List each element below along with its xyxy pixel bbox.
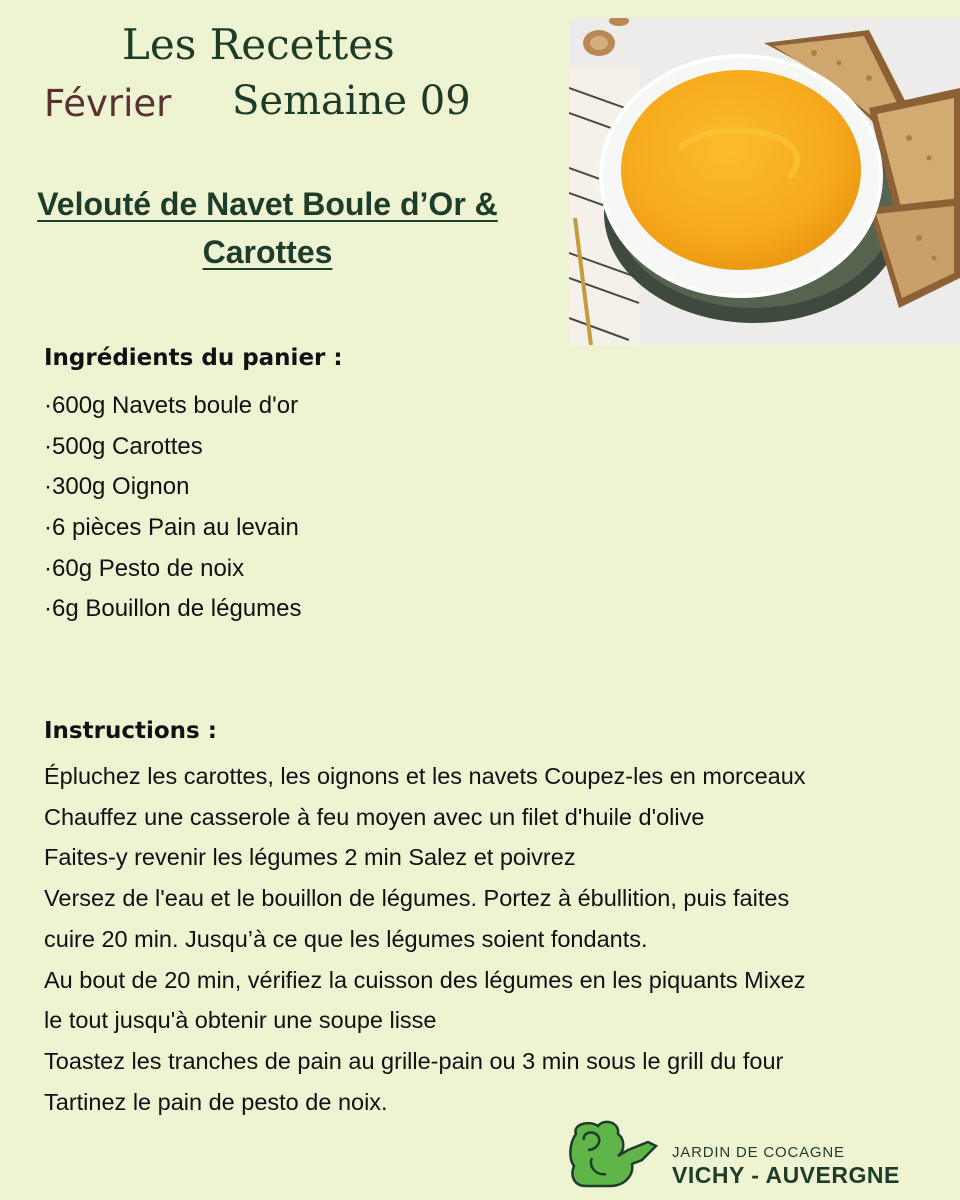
instruction-line: Faites-y revenir les légumes 2 min Salez et poivrez	[44, 844, 576, 871]
instruction-line: Tartinez le pain de pesto de noix.	[44, 1088, 388, 1115]
week-label: Semaine 09	[232, 78, 471, 124]
logo-text-line1: JARDIN DE COCAGNE	[672, 1144, 845, 1161]
ingredient-list	[44, 386, 302, 630]
jardin-de-cocagne-logo	[568, 1120, 948, 1192]
instruction-line: Chauffez une casserole à feu moyen avec un filet d'huile d'olive	[44, 803, 705, 830]
watering-can-logo-icon	[568, 1120, 660, 1190]
recipe-title	[0, 180, 535, 276]
ingredient-item: ·500g Carottes	[44, 432, 203, 460]
instruction-line: le tout jusqu'à obtenir une soupe lisse	[44, 1007, 437, 1034]
instruction-list	[44, 756, 944, 1122]
ingredient-item: ·600g Navets boule d'or	[44, 392, 299, 419]
instructions-heading: Instructions :	[44, 718, 217, 744]
logo-text-line2: VICHY - AUVERGNE	[672, 1162, 900, 1188]
month-label: Février	[44, 82, 172, 125]
instruction-line: cuire 20 min. Jusqu’à ce que les légumes soient fondants.	[44, 925, 648, 952]
ingredient-item: ·6g Bouillon de légumes	[44, 595, 302, 623]
instruction-line: Toastez les tranches de pain au grille-pain ou 3 min sous le grill du four	[44, 1047, 784, 1074]
instruction-line: Au bout de 20 min, vérifiez la cuisson des légumes en les piquants Mixez	[44, 966, 806, 993]
page-title: Les Recettes	[122, 20, 395, 69]
soup	[621, 70, 861, 270]
recipe-title-line1: Velouté de Navet Boule d’Or &	[37, 186, 498, 222]
soup-photo	[569, 18, 960, 345]
recipe-title-line2: Carottes	[202, 234, 333, 270]
instruction-line: Versez de l'eau et le bouillon de légumes. Portez à ébullition, puis faites	[44, 885, 790, 912]
ingredient-item: ·60g Pesto de noix	[44, 554, 245, 582]
ingredients-heading: Ingrédients du panier :	[44, 345, 343, 371]
soup-bowl-photo	[569, 18, 960, 345]
instruction-line: Épluchez les carottes, les oignons et les navets Coupez-les en morceaux	[44, 763, 806, 789]
ingredient-item: ·6 pièces Pain au levain	[44, 514, 299, 542]
ingredient-item: ·300g Oignon	[44, 473, 190, 501]
